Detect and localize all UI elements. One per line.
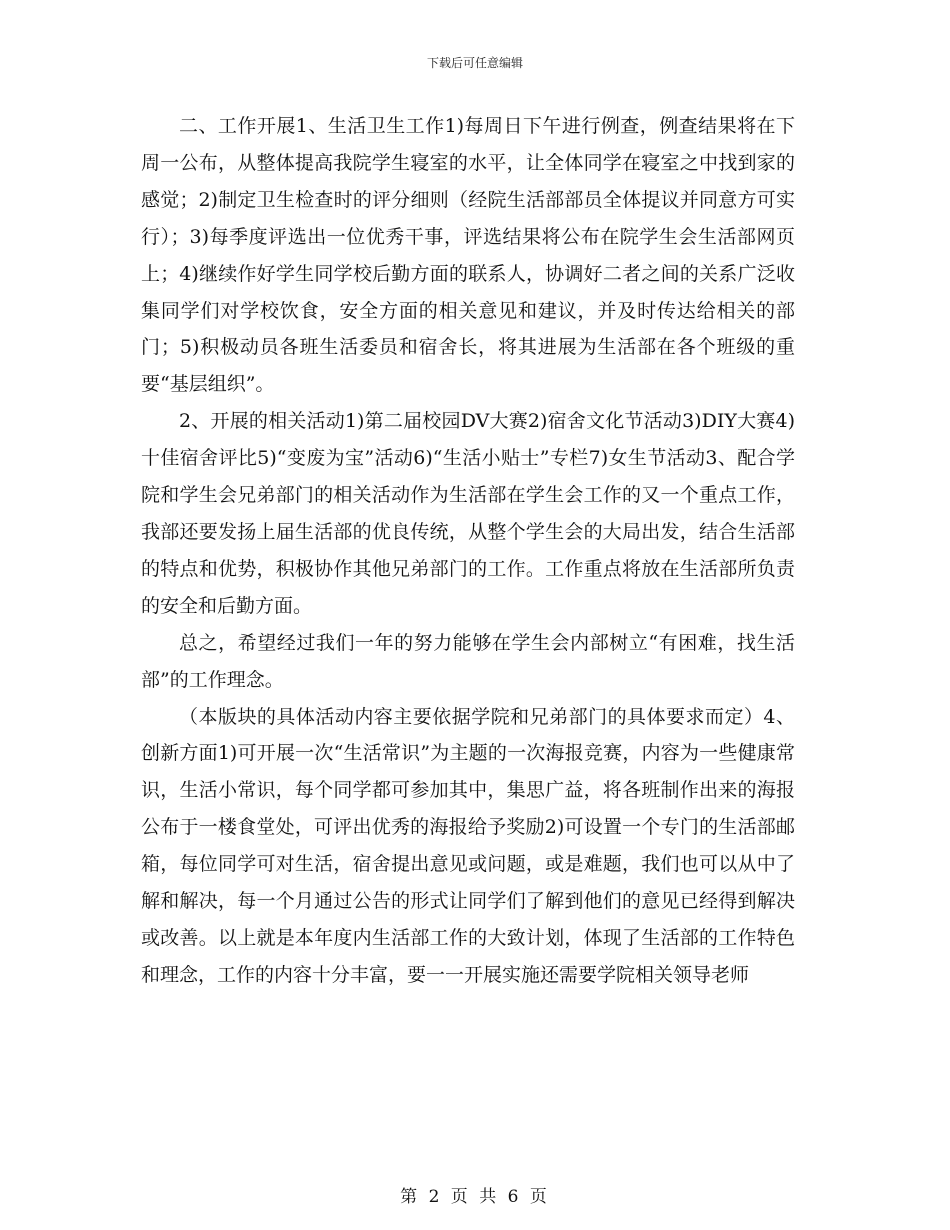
document-body (141, 108, 795, 994)
paragraph-related-activities: 2、开展的相关活动1)第二届校园DV大赛2)宿舍文化节活动3)DIY大赛4)十佳宿舍评比5)“变废为宝”活动6)“生活小贴士”专栏7)女生节活动3、配合学院和学生会兄弟部门的相关活动作为生活部在学生会工作的又一个重点工作，我部还要发扬上届生活部的优良传统，从整个学生会的大局出发，结合生活部的特点和优势，积极协作其他兄弟部门的工作。工作重点将放在生活部所负责的安全和后勤方面。 (141, 410, 795, 617)
paragraph-work-development: 二、工作开展1、生活卫生工作1)每周日下午进行例查，例查结果将在下周一公布，从整体提高我院学生寝室的水平，让全体同学在寝室之中找到家的感觉；2)制定卫生检查时的评分细则（经院生活部部员全体提议并同意方可实行）；3)每季度评选出一位优秀干事，评选结果将公布在院学生会生活部网页上；4)继续作好学生同学校后勤方面的联系人，协调好二者之间的关系广泛收集同学们对学校饮食，安全方面的相关意见和建议，并及时传达给相关的部门；5)积极动员各班生活委员和宿舍长，将其进展为生活部在各个班级的重要“基层组织”。 (141, 115, 795, 396)
paragraph-innovation: （本版块的具体活动内容主要依据学院和兄弟部门的具体要求而定）4、创新方面1)可开展一次“生活常识”为主题的一次海报竞赛，内容为一些健康常识，生活小常识，每个同学都可参加其中，集思广益，将各班制作出来的海报公布于一楼食堂处，可评出优秀的海报给予奖励2)可设置一个专门的生活部邮箱，每位同学可对生活，宿舍提出意见或问题，或是难题，我们也可以从中了解和解决，每一个月通过公告的形式让同学们了解到他们的意见已经得到解决或改善。以上就是本年度内生活部工作的大致计划，体现了生活部的工作特色和理念，工作的内容十分丰富，要一一开展实施还需要学院相关领导老师 (141, 705, 795, 986)
page-header: 下载后可任意编辑 (426, 56, 523, 70)
paragraph-summary: 总之，希望经过我们一年的努力能够在学生会内部树立“有困难，找生活部”的工作理念。 (141, 631, 795, 691)
page-number-footer: 第 2 页 共 6 页 (400, 1187, 550, 1207)
